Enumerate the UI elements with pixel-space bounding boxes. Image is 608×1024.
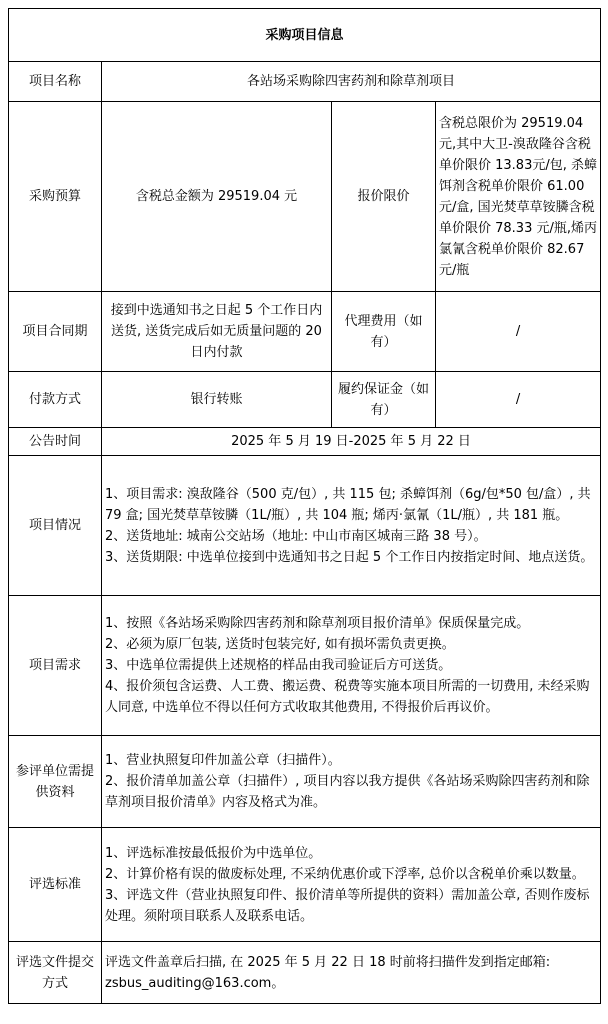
- bond-value: /: [436, 372, 601, 428]
- budget-label: 采购预算: [9, 102, 102, 292]
- price-limit-value: 含税总限价为 29519.04 元,其中大卫-溴敌隆谷含税单价限价 13.83元/包, 杀蟑饵剂含税单价限价 61.00 元/盒, 国光焚草草铵膦含税单价限价 78.33 元/瓶,烯丙 氯氰含税单价限价 82.67 元/瓶: [436, 102, 601, 292]
- situation-content: [102, 456, 601, 596]
- table-title: 采购项目信息: [9, 9, 601, 62]
- requirements-label: 项目需求: [9, 596, 102, 736]
- payment-label: 付款方式: [9, 372, 102, 428]
- requirement-item: 3、中选单位需提供上述规格的样品由我司验证后方可送货。: [105, 658, 452, 673]
- payment-row: [9, 372, 601, 428]
- requirements-row: [9, 596, 601, 736]
- announce-row: [9, 428, 601, 456]
- agency-fee-value: /: [436, 292, 601, 372]
- situation-item: 1、项目需求: 溴敌隆谷（500 克/包）, 共 115 包; 杀蟑饵剂（6g/包*50 包/盒）, 共 79 盒; 国光焚草草铵膦（1L/瓶）, 共 104 瓶; 烯丙·氯氰（1L/瓶）, 共 181 瓶。: [105, 486, 591, 523]
- materials-label: 参评单位需提供资料: [9, 736, 102, 828]
- announce-label: 公告时间: [9, 428, 102, 456]
- project-name-row: [9, 62, 601, 102]
- procurement-info-table: [8, 8, 601, 1004]
- contract-label: 项目合同期: [9, 292, 102, 372]
- criteria-item: 1、评选标准按最低报价为中选单位。: [105, 845, 322, 861]
- criteria-row: [9, 828, 601, 942]
- submission-row: [9, 942, 601, 1004]
- material-item: 1、营业执照复印件加盖公章（扫描件）。: [105, 753, 341, 768]
- budget-value: 含税总金额为 29519.04 元: [102, 102, 332, 292]
- materials-content: [102, 736, 601, 828]
- criteria-label: 评选标准: [9, 828, 102, 942]
- requirement-item: 4、报价须包含运费、人工费、搬运费、税费等实施本项目所需的一切费用, 未经采购人同意, 中选单位不得以任何方式收取其他费用, 不得报价后再议价。: [105, 679, 590, 715]
- project-name-label: 项目名称: [9, 62, 102, 102]
- contract-value: 接到中选通知书之日起 5 个工作日内送货, 送货完成后如无质量问题的 20 日内付款: [102, 292, 332, 372]
- situation-row: [9, 456, 601, 596]
- requirement-item: 1、按照《各站场采购除四害药剂和除草剂项目报价清单》保质保量完成。: [105, 616, 530, 631]
- requirement-item: 2、必须为原厂包装, 送货时包装完好, 如有损坏需负责更换。: [105, 637, 455, 652]
- situation-item: 3、送货期限: 中选单位接到中选通知书之日起 5 个工作日内按指定时间、地点送货。: [105, 549, 594, 565]
- criteria-content: [102, 828, 601, 942]
- materials-row: [9, 736, 601, 828]
- price-limit-label: 报价限价: [332, 102, 436, 292]
- requirements-content: [102, 596, 601, 736]
- announce-value: 2025 年 5 月 19 日-2025 年 5 月 22 日: [102, 428, 601, 456]
- submission-label: 评选文件提交方式: [9, 942, 102, 1004]
- situation-label: 项目情况: [9, 456, 102, 596]
- bond-label: 履约保证金（如有）: [332, 372, 436, 428]
- criteria-item: 3、评选文件（营业执照复印件、报价清单等所提供的资料）需加盖公章, 否则作废标处理。须附项目联系人及联系电话。: [105, 887, 590, 924]
- project-name-value: 各站场采购除四害药剂和除草剂项目: [102, 62, 601, 102]
- budget-row: [9, 102, 601, 292]
- material-item: 2、报价清单加盖公章（扫描件）, 项目内容以我方提供《各站场采购除四害药剂和除草剂项目报价清单》内容及格式为准。: [105, 774, 590, 810]
- agency-fee-label: 代理费用（如有）: [332, 292, 436, 372]
- payment-value: 银行转账: [102, 372, 332, 428]
- criteria-item: 2、计算价格有误的做废标处理, 不采纳优惠价或下浮率, 总价以含税单价乘以数量。: [105, 866, 585, 882]
- submission-value: 评选文件盖章后扫描, 在 2025 年 5 月 22 日 18 时前将扫描件发到指定邮箱: zsbus_auditing@163.com。: [102, 942, 601, 1004]
- contract-row: [9, 292, 601, 372]
- title-row: [9, 9, 601, 62]
- situation-item: 2、送货地址: 城南公交站场（地址: 中山市南区城南三路 38 号）。: [105, 528, 487, 544]
